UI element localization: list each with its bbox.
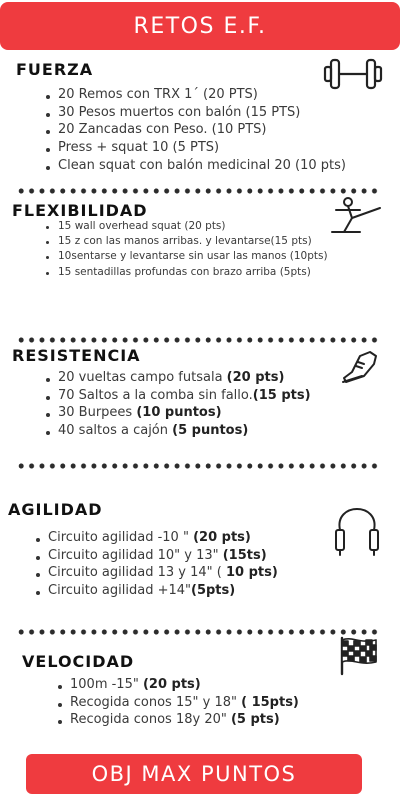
dotted-divider <box>16 629 378 635</box>
list-flexibilidad <box>46 219 366 280</box>
list-item: 70 Saltos a la comba sin fallo.(15 pts) <box>46 388 366 405</box>
footer-banner <box>26 754 362 794</box>
dotted-divider <box>16 188 378 194</box>
list-item: Circuito agilidad -10 " (20 pts) <box>36 530 356 547</box>
list-item: Circuito agilidad 13 y 14" ( 10 pts) <box>36 565 356 582</box>
list-item: Recogida conos 18y 20" (5 pts) <box>58 712 378 729</box>
list-item: 15 z con las manos arribas. y levantarse(15 pts) <box>46 234 366 249</box>
dotted-divider <box>16 337 378 343</box>
list-item: Circuito agilidad +14"(5pts) <box>36 583 356 600</box>
list-item: Circuito agilidad 10" y 13" (15ts) <box>36 548 356 565</box>
list-item: 20 vueltas campo futsala (20 pts) <box>46 370 366 387</box>
page-title: RETOS E.F. <box>133 13 267 39</box>
header-banner <box>0 2 400 50</box>
checkered-flag-icon <box>338 636 380 676</box>
list-fuerza <box>46 87 386 175</box>
list-agilidad <box>36 530 356 601</box>
list-velocidad <box>58 677 378 730</box>
list-item: 10sentarse y levantarse sin usar las manos (10pts) <box>46 249 366 264</box>
list-item: 20 Remos con TRX 1´ (20 PTS) <box>46 87 386 104</box>
list-item: 15 wall overhead squat (20 pts) <box>46 219 366 234</box>
list-item: 100m -15" (20 pts) <box>58 677 378 694</box>
section-title-velocidad: VELOCIDAD <box>22 652 135 671</box>
list-item: Press + squat 10 (5 PTS) <box>46 140 386 157</box>
list-item: 15 sentadillas profundas con brazo arriba (5pts) <box>46 265 366 280</box>
list-item: 20 Zancadas con Peso. (10 PTS) <box>46 122 386 139</box>
section-title-agilidad: AGILIDAD <box>8 500 103 519</box>
dotted-divider <box>16 463 378 469</box>
list-resistencia <box>46 370 366 441</box>
list-item: 30 Burpees (10 puntos) <box>46 405 366 422</box>
list-item: 30 Pesos muertos con balón (15 PTS) <box>46 105 386 122</box>
list-item: 40 saltos a cajón (5 puntos) <box>46 423 366 440</box>
list-item: Clean squat con balón medicinal 20 (10 pts) <box>46 158 386 175</box>
section-title-flexibilidad: FLEXIBILIDAD <box>12 201 148 220</box>
list-item: Recogida conos 15" y 18" ( 15pts) <box>58 695 378 712</box>
section-title-resistencia: RESISTENCIA <box>12 346 141 365</box>
section-title-fuerza: FUERZA <box>16 60 94 79</box>
footer-title: OBJ MAX PUNTOS <box>91 762 297 786</box>
